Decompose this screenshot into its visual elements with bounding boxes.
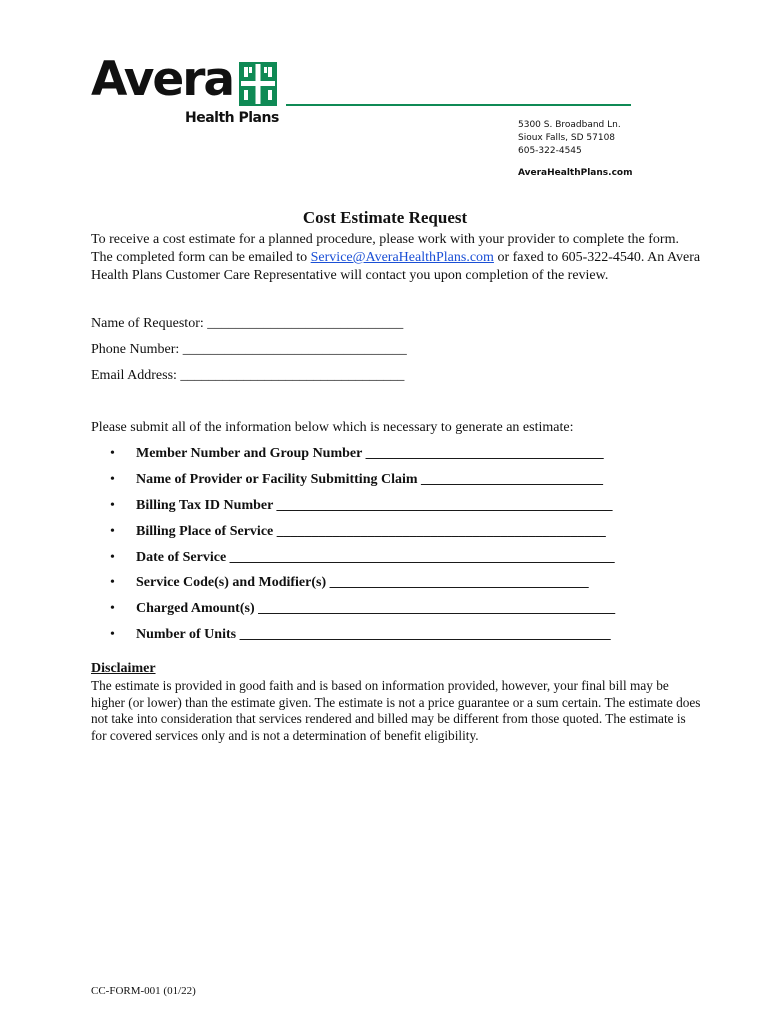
list-item[interactable]: • Member Number and Group Number __________________________________ [110, 444, 615, 470]
bullet-icon: • [110, 523, 115, 539]
list-item[interactable]: • Name of Provider or Facility Submitting Claim __________________________ [110, 470, 615, 496]
required-info-list [110, 444, 615, 651]
email-link[interactable]: Service@AveraHealthPlans.com [310, 250, 494, 265]
address-street: 5300 S. Broadband Ln. [518, 120, 621, 130]
phone-number-field[interactable]: Phone Number: ________________________________ [91, 342, 407, 357]
bullet-icon: • [110, 471, 115, 487]
contact-address [518, 119, 632, 180]
bullet-icon: • [110, 446, 115, 461]
bullet-icon: • [110, 601, 115, 617]
bullet-icon: • [110, 627, 115, 643]
list-item[interactable]: • Charged Amount(s) ___________________________________________________ [110, 599, 615, 625]
disclaimer-heading: Disclaimer [91, 661, 156, 676]
logo-wordmark: Avera [91, 52, 234, 107]
instruction-text: Please submit all of the information below which is necessary to generate an estimate: [91, 420, 574, 435]
email-address-field[interactable]: Email Address: ________________________________ [91, 368, 405, 383]
form-code-footer: CC-FORM-001 (01/22) [91, 985, 196, 997]
header-rule [286, 104, 631, 106]
address-website: AveraHealthPlans.com [518, 168, 633, 178]
intro-paragraph [91, 231, 701, 285]
list-item[interactable]: • Service Code(s) and Modifier(s) _____________________________________ [110, 573, 615, 599]
list-item[interactable]: • Billing Place of Service _______________________________________________ [110, 522, 615, 548]
bullet-icon: • [110, 549, 115, 565]
intro-text-start: To receive a cost estimate for a planned procedure, please work with your provider to complete the form. The completed form can be emailed to [91, 232, 679, 265]
bullet-icon: • [110, 497, 115, 513]
list-item[interactable]: • Date of Service _______________________________________________________ [110, 548, 615, 574]
disclaimer-text: The estimate is provided in good faith and is based on information provided, however, your final bill may be higher (or lower) than the estimate given. The estimate is not a price guarantee or a sum certain. The estimate does not take into consideration that services rendered and billed may be different from those quoted. The estimate is for covered services only and is not a determination of benefit eligibility. [91, 678, 701, 743]
page-title: Cost Estimate Request [302, 208, 468, 227]
name-of-requestor-field[interactable]: Name of Requestor: ____________________________ [91, 316, 404, 331]
address-phone: 605-322-4545 [518, 146, 582, 156]
intro-text-end: or faxed to 605-322-4540. An Avera Health Plans Customer Care Representative will contact you upon completion of the review. [91, 250, 701, 283]
avera-cross-icon [239, 62, 277, 106]
list-item[interactable]: • Billing Tax ID Number ________________________________________________ [110, 496, 615, 522]
address-city: Sioux Falls, SD 57108 [518, 133, 616, 143]
bullet-icon: • [110, 575, 115, 591]
logo-subtitle: Health Plans [185, 110, 279, 126]
list-item[interactable]: • Number of Units _____________________________________________________ [110, 625, 615, 651]
